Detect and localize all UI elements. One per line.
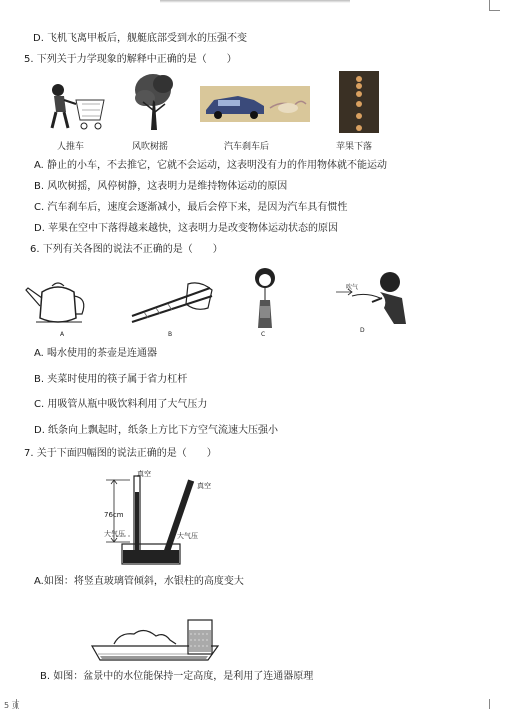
q7-figure-bonsai [90,614,225,666]
q5-image-car [200,86,310,122]
q5-caption-1: 人推车 [57,142,85,152]
corner-mark-bottom-right [489,699,500,709]
q7-stem: 7. 关于下面四幅图的说法正确的是（ ） [24,448,217,459]
q6-option-a: A. 喝水使用的茶壶是连通器 [34,348,158,359]
q6-image-chopsticks [128,278,218,328]
q6-image-label-b: B [168,331,173,338]
q5-image-push-cart [44,82,106,132]
q6-option-b: B. 夹菜时使用的筷子属于省力杠杆 [34,374,188,385]
q6-stem: 6. 下列有关各图的说法不正确的是（ ） [30,244,223,255]
q5-option-a: A. 静止的小车，不去推它，它就不会运动，这表明没有力的作用物体就不能运动 [34,160,388,171]
q5-image-apple [339,71,379,133]
q5-caption-4: 苹果下落 [336,142,373,152]
q7-label-pressure-left: 大气压 [104,530,125,538]
q7-option-b: B. 如图：盆景中的水位能保持一定高度，是利用了连通器原理 [40,671,314,682]
q5-option-d: D. 苹果在空中下落得越来越快，这表明力是改变物体运动状态的原因 [34,223,339,234]
q6-image-straw [248,266,282,330]
q5-image-tree [133,72,177,132]
q5-stem: 5. 下列关于力学现象的解释中正确的是（ ） [24,54,237,65]
page-top-shadow [160,0,350,3]
q6-image-label-a: A [60,331,65,338]
q7-label-vacuum-left: 真空 [137,470,151,478]
page-number: 5 页 [4,701,20,710]
q7-option-a: A.如图：将竖直玻璃管倾斜，水银柱的高度变大 [34,576,244,587]
q4-option-d: D. 飞机飞离甲板后，舰艇底部受到水的压强不变 [33,33,248,44]
q6-image-label-c: C [261,331,266,338]
q5-caption-2: 风吹树摇 [132,142,169,152]
q6-blow-label: 吹气 [346,284,359,291]
q6-image-teapot [24,274,94,334]
q6-option-c: C. 用吸管从瓶中吸饮料利用了大气压力 [34,399,208,410]
q6-option-d: D. 纸条向上飘起时，纸条上方比下方空气流速大压强小 [34,425,279,436]
corner-mark-top-right [489,0,500,11]
q7-label-pressure-right: 大气压 [177,532,198,540]
q7-label-height: 76cm [104,511,124,519]
q5-option-c: C. 汽车刹车后，速度会逐渐减小，最后会停下来，是因为汽车具有惯性 [34,202,348,213]
q5-option-b: B. 风吹树摇，风停树静，这表明力是维持物体运动的原因 [34,181,288,192]
q6-image-label-d: D [360,327,365,334]
q6-image-blow-paper [332,268,412,328]
q7-label-vacuum-right: 真空 [197,482,211,490]
q5-caption-3: 汽车刹车后 [224,142,270,152]
